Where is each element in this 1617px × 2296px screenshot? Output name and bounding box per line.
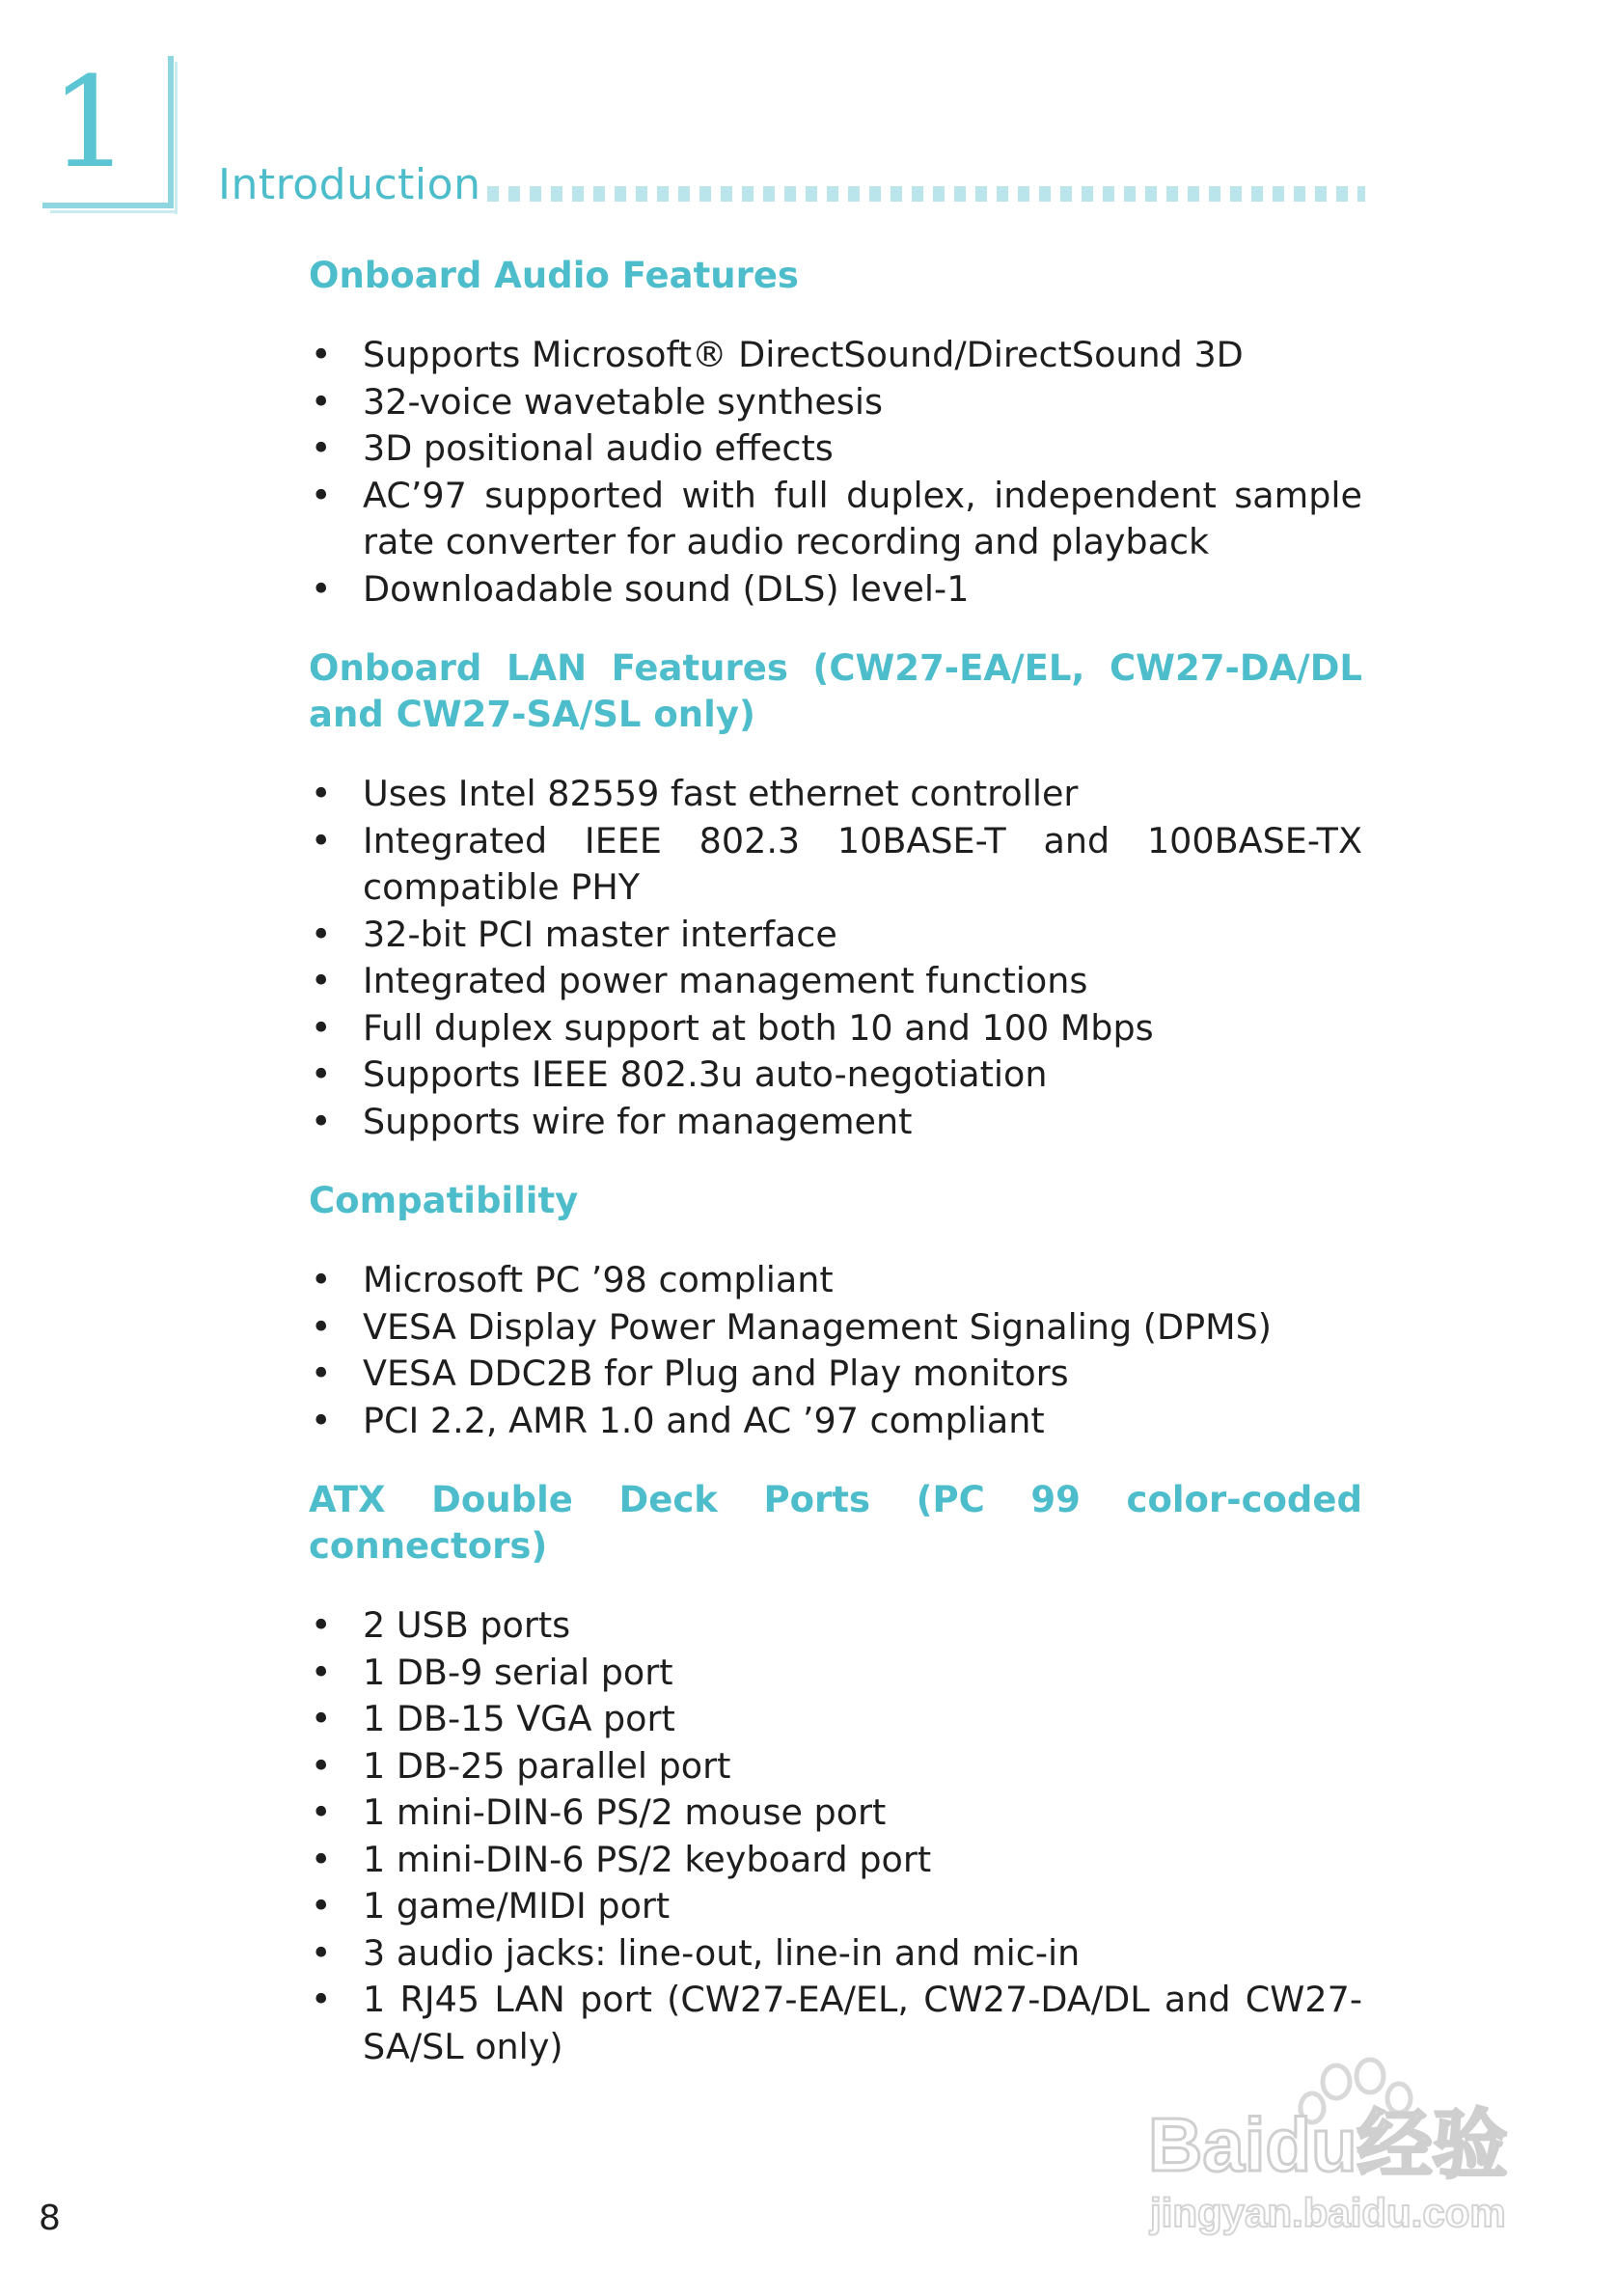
chapter-title-dotted-rule [487,186,1365,202]
list-item-text: Microsoft PC ’98 compliant [363,1259,834,1300]
list-item [309,1304,1362,1352]
bullet: • [311,1885,332,1927]
list-item-text: Integrated power management functions [363,960,1088,1001]
bullet: • [311,427,332,469]
list-item-text: 3D positional audio effects [363,427,834,469]
chapter-frame-vertical-shadow [175,62,178,214]
list-item-text: Downloadable sound (DLS) level-1 [363,567,970,610]
page-number: 8 [39,2199,61,2238]
bullet: • [311,380,332,423]
list-item [309,1790,1362,1837]
bullet: • [311,960,332,1001]
list-item-text: 3 audio jacks: line-out, line-in and mic-in [363,1931,1081,1974]
list-item-text: 1 mini-DIN-6 PS/2 mouse port [363,1791,887,1833]
list-item [309,1696,1362,1743]
bullet: • [311,1006,332,1049]
list-item [309,1257,1362,1304]
list-item-text: VESA DDC2B for Plug and Play monitors [363,1353,1069,1394]
list-item [309,771,1362,818]
bullet: • [311,1744,332,1787]
bullet: • [311,1698,332,1739]
bullet: • [311,1931,332,1974]
list-item-text: 1 RJ45 LAN port (CW27-EA/EL, CW27-DA/DL and CW27-SA/SL only) [363,1979,1362,2067]
list-item-text: 1 DB-9 serial port [363,1651,673,1693]
watermark-url: jingyan.baidu.com [1150,2190,1506,2235]
list-item-text: PCI 2.2, AMR 1.0 and AC ’97 compliant [363,1399,1045,1441]
bullet: • [311,773,332,814]
list-item-text: Supports IEEE 802.3u auto-negotiation [363,1053,1048,1095]
list-item [309,566,1362,614]
list-item-text: 32-voice wavetable synthesis [363,380,883,423]
list-item-text: Supports wire for management [363,1100,913,1142]
bullet: • [311,1053,332,1095]
list-item [309,379,1362,426]
list-item-text: Supports Microsoft® DirectSound/DirectSound 3D [363,334,1244,375]
list-item [309,1837,1362,1884]
list-item [309,1650,1362,1697]
list-item [309,1005,1362,1052]
baidu-jingyan-watermark [1138,2055,1544,2238]
list-compatibility [309,1257,1362,1444]
list-audio [309,332,1362,613]
section-title-compatibility: Compatibility [309,1180,579,1221]
bullet: • [311,334,332,375]
list-item [309,1930,1362,1978]
bullet: • [311,1353,332,1394]
section-title-lan: Onboard LAN Features (CW27-EA/EL, CW27-DA/DL and CW27-SA/SL only) [309,647,1362,735]
list-item-text: 2 USB ports [363,1604,571,1646]
list-item-text: 1 DB-25 parallel port [363,1744,731,1787]
section-title-atx-ports: ATX Double Deck Ports (PC 99 color-coded connectors) [309,1479,1362,1567]
list-item-text: 1 mini-DIN-6 PS/2 keyboard port [363,1838,932,1880]
page-content [309,253,1362,2070]
bullet: • [311,1979,332,2020]
list-item-text: Full duplex support at both 10 and 100 Mbps [363,1006,1154,1049]
bullet: • [311,1651,332,1693]
list-item [309,332,1362,379]
list-item [309,912,1362,959]
bullet: • [311,1305,332,1348]
list-item-text: 1 DB-15 VGA port [363,1698,675,1739]
section-title-audio: Onboard Audio Features [309,255,799,296]
bullet: • [311,567,332,610]
bullet: • [311,819,332,861]
list-item [309,473,1362,566]
list-item [309,1099,1362,1146]
list-atx-ports [309,1602,1362,2070]
bullet: • [311,474,332,516]
chapter-frame-vertical-rule [168,56,174,208]
chapter-number: 1 [50,49,130,196]
bullet: • [311,1399,332,1441]
bullet: • [311,1259,332,1300]
list-item [309,1883,1362,1930]
list-item-text: 32-bit PCI master interface [363,913,837,955]
bullet: • [311,1604,332,1646]
bullet: • [311,913,332,955]
list-item [309,1052,1362,1099]
list-item [309,425,1362,473]
list-item-text: Integrated IEEE 802.3 10BASE-T and 100BASE-TX compatible PHY [363,819,1362,908]
bullet: • [311,1838,332,1880]
list-item [309,1351,1362,1398]
chapter-frame-horizontal-rule [42,203,174,208]
list-item-text: Uses Intel 82559 fast ethernet controller [363,773,1079,814]
list-item [309,958,1362,1005]
chapter-title: Introduction [218,160,481,209]
list-item [309,818,1362,912]
list-item [309,1602,1362,1650]
list-lan [309,771,1362,1145]
list-item [309,1398,1362,1445]
list-item [309,1743,1362,1790]
bullet: • [311,1791,332,1833]
chapter-frame-horizontal-shadow [50,210,178,213]
list-item-text: AC’97 supported with full duplex, independent sample rate converter for audio recording and playback [363,474,1362,562]
bullet: • [311,1100,332,1142]
list-item-text: 1 game/MIDI port [363,1885,671,1927]
watermark-brand: Baidu经验 [1148,2102,1508,2187]
list-item-text: VESA Display Power Management Signaling (DPMS) [363,1305,1273,1348]
